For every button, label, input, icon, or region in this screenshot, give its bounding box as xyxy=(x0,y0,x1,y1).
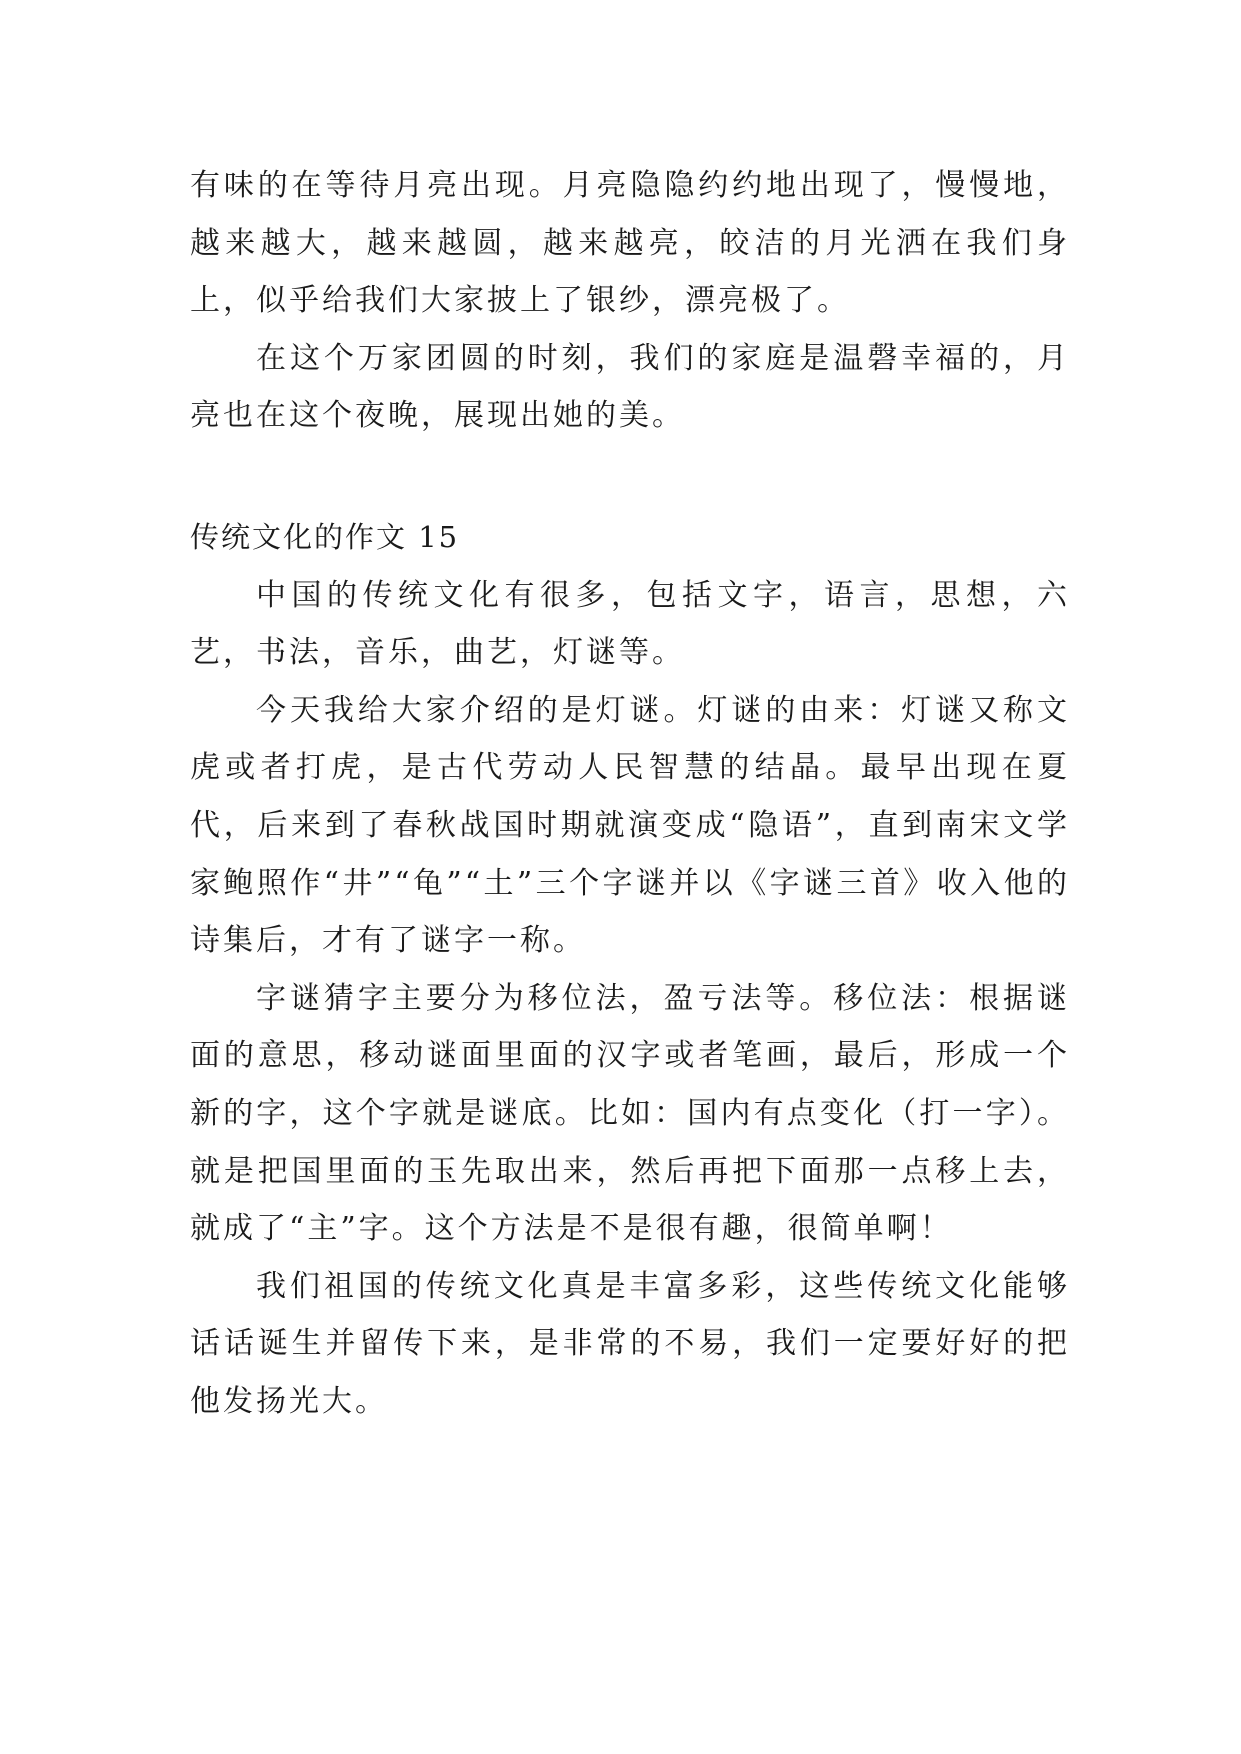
paragraph: 在这个万家团圆的时刻，我们的家庭是温磬幸福的，月亮也在这个夜晚，展现出她的美。 xyxy=(190,340,1070,434)
paragraph: 中国的传统文化有很多，包括文字，语言，思想，六艺，书法，音乐，曲艺，灯谜等。 xyxy=(190,577,1070,671)
paragraph: 今天我给大家介绍的是灯谜。灯谜的由来：灯谜又称文虎或者打虎，是古代劳动人民智慧的结晶。最早出现在夏代，后来到了春秋战国时期就演变成“隐语”，直到南宋文学家鲍照作“井”“龟”“土”三个字谜并以《字谜三首》收入他的诗集后，才有了谜字一称。 xyxy=(190,692,1070,959)
essay-15 xyxy=(190,509,1070,1431)
paragraph: 我们祖国的传统文化真是丰富多彩，这些传统文化能够话话诞生并留传下来，是非常的不易，我们一定要好好的把他发扬光大。 xyxy=(190,1268,1070,1419)
essay-title: 传统文化的作文 15 xyxy=(190,520,460,554)
previous-essay-ending xyxy=(190,157,1070,445)
paragraph-continuation: 有味的在等待月亮出现。月亮隐隐约约地出现了，慢慢地，越来越大，越来越圆，越来越亮，皎洁的月光洒在我们身上，似乎给我们大家披上了银纱，漂亮极了。 xyxy=(190,168,1070,319)
paragraph: 字谜猜字主要分为移位法，盈亏法等。移位法：根据谜面的意思，移动谜面里面的汉字或者笔画，最后，形成一个新的字，这个字就是谜底。比如：国内有点变化（打一字）。就是把国里面的玉先取出来，然后再把下面那一点移上去，就成了“主”字。这个方法是不是很有趣，很简单啊！ xyxy=(190,980,1070,1247)
